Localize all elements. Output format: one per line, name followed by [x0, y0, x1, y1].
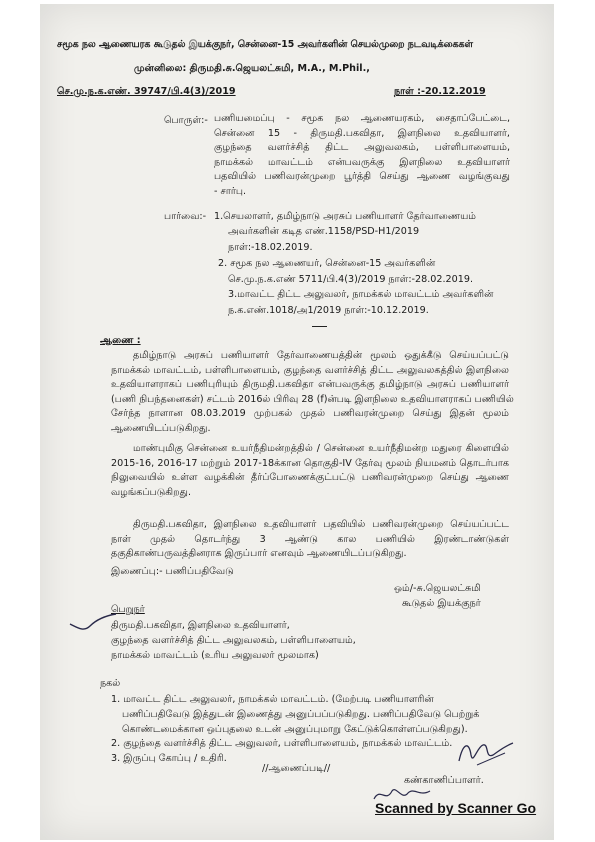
subject-label: பொருள்:- [164, 115, 208, 126]
recipient-line: குழந்தை வளர்ச்சித் திட்ட அலுவலகம், பள்ளிபாளையம், [111, 635, 356, 646]
paragraph-line: நிலுவையில் உள்ள வழக்கின் தீர்ப்போணைக்குட்பட்டு பணிவரன்முறை செய்து ஆணை [111, 472, 509, 484]
paragraph-line: ஆணையிடப்படுகிறது. [111, 422, 211, 434]
presence-line: முன்னிலை: திருமதி.சு.ஜெயலட்சுமி, M.A., M.Phil., [134, 63, 370, 74]
reference-item: 1.செயலாளர், தமிழ்நாடு அரசுப் பணியாளர் தேர்வாணையம் [214, 211, 477, 222]
order-date: நாள் :-20.12.2019 [394, 86, 486, 97]
recipient-line: திருமதி.பகவிதா, இளநிலை உதவியாளர், [111, 620, 290, 631]
order-label: ஆணை : [100, 335, 141, 346]
reference-item: நாள்:-18.02.2019. [228, 242, 313, 253]
copy-item-2: 2. குழந்தை வளர்ச்சித் திட்ட அலுவலர், பள்ளிபாளையம், நாமக்கல் மாவட்டம். [111, 738, 453, 749]
handwritten-signature [455, 737, 517, 769]
enclosure-note: இணைப்பு:- பணிப்பதிவேடு [111, 566, 234, 577]
reference-item: ந.க.எண்.1018/அ1/2019 நாள்:-10.12.2019. [228, 305, 429, 316]
signatory-designation: கூடுதல் இயக்குநர் [402, 598, 481, 609]
paragraph-line: தகுதிகாண்பருவத்தினராக இருப்பார் எனவும் ஆணையிடப்படுகிறது. [111, 548, 407, 560]
recipient-line: நாமக்கல் மாவட்டம் (உரிய அலுவலர் மூலமாக) [111, 650, 319, 661]
paragraph-line: நாள் முதல் தொடர்ந்து 3 ஆண்டு கால பணியில் இரண்டாண்டுகள் [111, 533, 509, 545]
paragraph-line: சேர்ந்த நாளான 08.03.2019 முற்பகல் முதல் பணிவரன்முறை செய்து இதன் மூலம் [111, 408, 509, 420]
references-label: பார்வை:- [164, 211, 207, 222]
scanner-watermark: Scanned by Scanner Go [375, 800, 537, 816]
recipient-label: பெறுநர் [111, 604, 145, 615]
paragraph-line: (பணி நிபந்தனைகள்) சட்டம் 2016ல் பிரிவு 28 (f)ன்படி இளநிலை உதவியாளராகப் பணியில் [111, 393, 514, 405]
order-paragraph-2 [111, 442, 509, 500]
paragraph-line: திருமதி.பகவிதா, இளநிலை உதவியாளர் பதவியில் பணிவரன்முறை செய்யப்பட்ட [133, 519, 509, 530]
superintendent-sign: கண்காணிப்பாளர். [404, 775, 484, 786]
by-order-note: //ஆணைப்படி// [262, 763, 331, 774]
subject-line: நாமக்கல் மாவட்டம் என்பவருக்கு இளநிலை உதவியாளர் [214, 156, 510, 168]
paragraph-line: வழங்கப்படுகிறது. [111, 486, 192, 498]
reference-item: 2. சமூக நல ஆணையர், சென்னை-15 அவர்களின் [218, 258, 436, 269]
reference-item: செ.மு.ந.க.எண் 5711/பி.4(3)/2019 நாள்:-28.02.2019. [228, 274, 474, 285]
copy-item-1: 1. மாவட்ட திட்ட அலுவலர், நாமக்கல் மாவட்டம். (மேற்படி பணியாளரின் [111, 694, 434, 705]
paragraph-line: நாமக்கல் மாவட்டம், பள்ளிபாளையம், குழந்தை வளர்ச்சித் திட்ட அலுவலகத்தில் இளநிலை [111, 364, 509, 376]
subject-line: பணியமைப்பு - சமூக நல ஆணையரகம், சைதாப்பேட்டை, [214, 113, 510, 124]
order-paragraph-3 [111, 518, 509, 562]
subject-line: பதவியில் பணிவரன்முறை பூர்த்தி செய்து ஆணை வழங்குவது [214, 171, 510, 183]
paragraph-line: தமிழ்நாடு அரசுப் பணியாளர் தேர்வாணையத்தின் மூலம் ஒதுக்கீடு செய்யப்பட்டு [133, 350, 509, 361]
paragraph-line: மாண்புமிகு சென்னை உயர்நீதிமன்றத்தில் / சென்னை உயர்நீதிமன்ற மதுரை கிளையில் [133, 443, 509, 454]
paragraph-line: 2015-16, 2016-17 மற்றும் 2017-18க்கான தொகுதி-IV தேர்வு மூலம் நியமனம் தொடர்பாக [111, 457, 509, 469]
office-header: சமூக நல ஆணையரக கூடுதல் இயக்குநர், சென்னை-15 அவர்களின் செயல்முறை நடவடிக்கைகள் [57, 39, 473, 50]
copy-item-1-cont: பணிப்பதிவேடு இத்துடன் இணைத்து அனுப்பப்படுகிறது. பணிப்பதிவேடு பெற்றுக் [122, 709, 480, 720]
order-paragraph-1 [111, 349, 514, 437]
copy-label: நகல் [100, 678, 121, 689]
paragraph-line: உதவியாளராகப் பணிபுரியும் திருமதி.பகவிதா என்பவருக்கு தமிழ்நாடு அரசுப் பணியாளர் [111, 379, 509, 391]
subject-line: - சார்பு. [214, 185, 247, 197]
subject-block [214, 112, 510, 200]
copy-item-3: 3. இருப்பு கோப்பு / உதிரி. [111, 753, 227, 764]
separator-dash [312, 326, 327, 327]
subject-line: குழந்தை வளர்ச்சித் திட்ட அலுவலகம், பள்ளிபாளையம், [214, 142, 510, 154]
reference-item: அவர்களின் கடித எண்.1158/PSD-H1/2019 [228, 226, 420, 237]
reference-number: செ.மு.ந.க.எண். 39747/பி.4(3)/2019 [57, 86, 236, 97]
subject-line: சென்னை 15 - திருமதி.பகவிதா, இளநிலை உதவியாளர், [214, 127, 510, 139]
signatory-name: ஒம்/-சு.ஜெயலட்சுமி [394, 583, 481, 594]
reference-item: 3.மாவட்ட திட்ட அலுவலர், நாமக்கல் மாவட்டம் அவர்களின் [228, 289, 494, 300]
copy-item-1-cont: கொண்டமைக்கான ஒப்புதலை உடன் அனுப்புமாறு கேட்டுக்கொள்ளப்படுகிறது). [122, 724, 468, 735]
